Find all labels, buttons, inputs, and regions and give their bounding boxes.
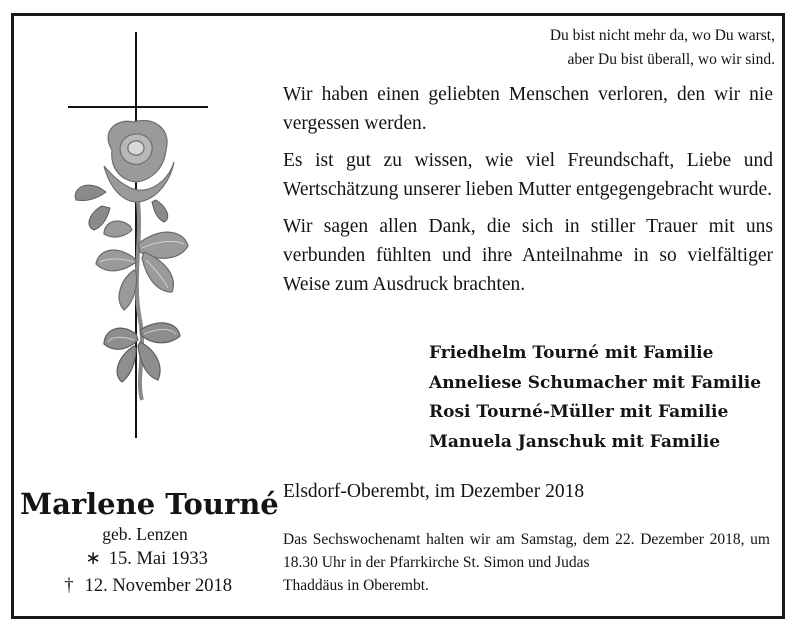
death-date: 12. November 2018 — [84, 576, 233, 596]
memorial-notice-text: Das Sechswochenamt halten wir am Samstag, dem 22. Dezember 2018, um 18.30 Uhr in der Pfarrkirche St. Simon und Judas — [283, 531, 770, 571]
family-line: Anneliese Schumacher mit Familie — [429, 372, 762, 393]
deceased-name: Marlene Tourné — [20, 487, 279, 521]
cross-with-rose-icon — [60, 30, 220, 450]
family-line: Friedhelm Tourné mit Familie — [429, 343, 714, 363]
memorial-notice-last-line: Thaddäus in Oberembt. — [283, 577, 429, 594]
message-paragraph-2: Es ist gut zu wissen, wie viel Freundschaft, Liebe und Wertschätzung unserer lieben Mutter entgegengebracht wurde. — [283, 150, 773, 200]
deceased-info — [20, 486, 279, 600]
maiden-name: geb. Lenzen — [102, 524, 188, 544]
birth-date-line — [20, 546, 270, 573]
message-body — [283, 80, 773, 307]
message-paragraph-3: Wir sagen allen Dank, die sich in stiller Trauer mit uns verbunden fühlten und ihre Anteilnahme in so vielfältiger Weise zum Ausdruck brachten. — [283, 216, 773, 295]
quote — [480, 24, 775, 72]
memorial-notice — [283, 528, 770, 597]
family-line: Rosi Tourné-Müller mit Familie — [429, 402, 729, 422]
death-cross-icon: † — [64, 576, 74, 596]
family-signatures — [429, 339, 774, 457]
birth-star-icon: ∗ — [85, 549, 101, 569]
quote-line-1: Du bist nicht mehr da, wo Du warst, — [549, 27, 775, 44]
message-paragraph-1: Wir haben einen geliebten Menschen verloren, den wir nie vergessen werden. — [283, 84, 773, 134]
death-date-line — [20, 573, 270, 600]
quote-line-2: aber Du bist überall, wo wir sind. — [567, 51, 775, 68]
family-line: Manuela Janschuk mit Familie — [429, 431, 721, 452]
place-date: Elsdorf-Oberembt, im Dezember 2018 — [283, 481, 585, 502]
birth-date: 15. Mai 1933 — [108, 549, 208, 569]
